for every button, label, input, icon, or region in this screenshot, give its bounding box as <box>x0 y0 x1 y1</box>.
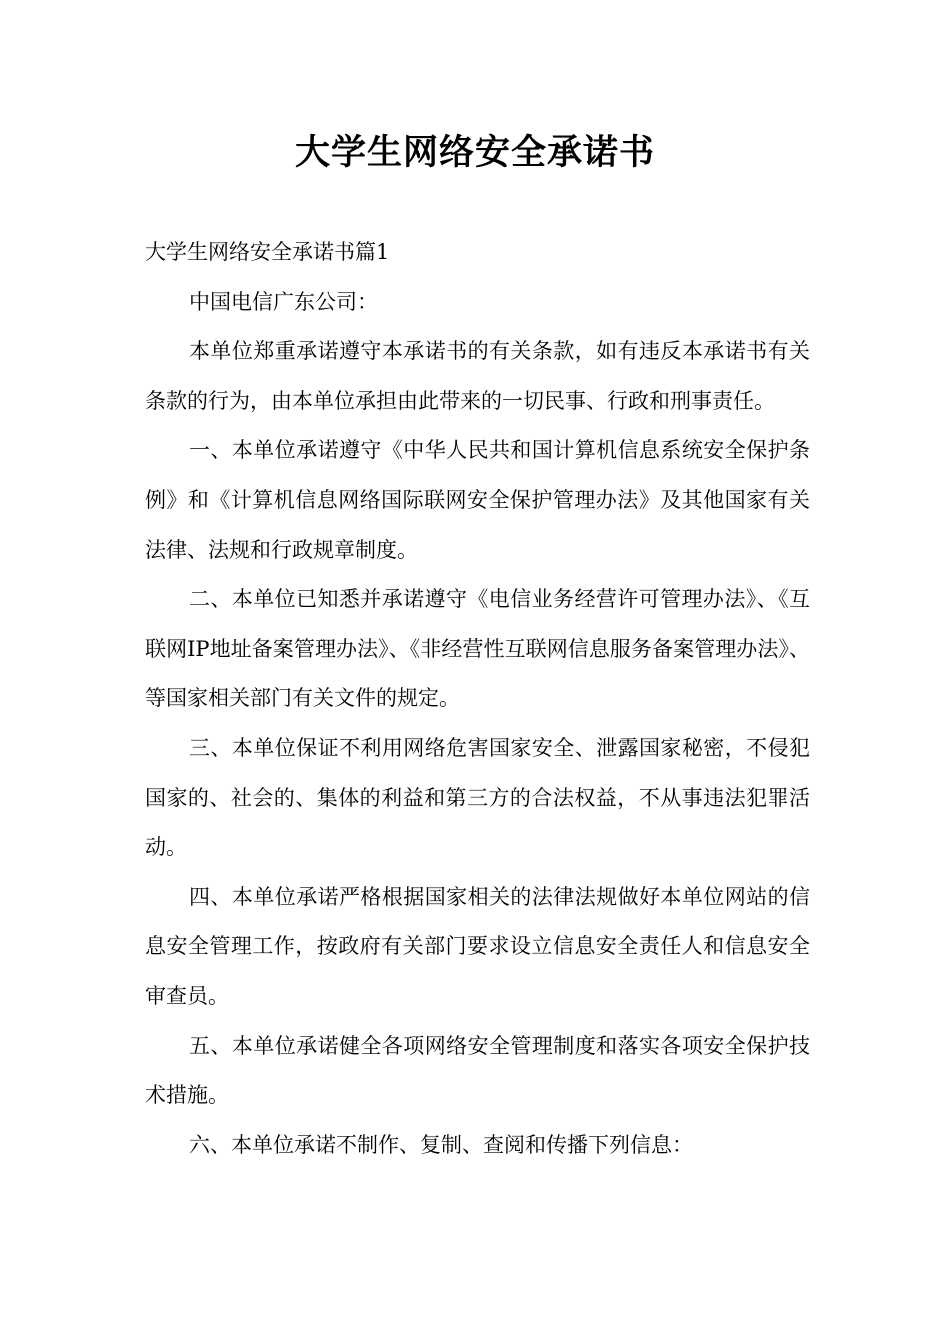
paragraph-clause-1: 一、本单位承诺遵守《中华人民共和国计算机信息系统安全保护条例》和《计算机信息网络国际联网安全保护管理办法》及其他国家有关法律、法规和行政规章制度。 <box>145 438 810 562</box>
salutation: 中国电信广东公司： <box>189 289 378 314</box>
paragraph-clause-6: 六、本单位承诺不制作、复制、查阅和传播下列信息： <box>189 1132 693 1157</box>
paragraph-clause-5: 五、本单位承诺健全各项网络安全管理制度和落实各项安全保护技术措施。 <box>145 1033 810 1108</box>
document-body <box>145 228 810 1170</box>
paragraph-intro: 本单位郑重承诺遵守本承诺书的有关条款，如有违反本承诺书有关条款的行为，由本单位承担由此带来的一切民事、行政和刑事责任。 <box>145 339 810 413</box>
paragraph-clause-4: 四、本单位承诺严格根据国家相关的法律法规做好本单位网站的信息安全管理工作，按政府有关部门要求设立信息安全责任人和信息安全审查员。 <box>145 884 810 1008</box>
section-heading: 大学生网络安全承诺书篇1 <box>145 240 390 264</box>
paragraph-clause-3: 三、本单位保证不利用网络危害国家安全、泄露国家秘密，不侵犯国家的、社会的、集体的利益和第三方的合法权益，不从事违法犯罪活动。 <box>145 735 810 860</box>
paragraph-clause-2: 二、本单位已知悉并承诺遵守《电信业务经营许可管理办法》、《互联网IP地址备案管理办法》、《非经营性互联网信息服务备案管理办法》、等国家相关部门有关文件的规定。 <box>145 587 810 711</box>
document-title: 大学生网络安全承诺书 <box>294 133 655 173</box>
